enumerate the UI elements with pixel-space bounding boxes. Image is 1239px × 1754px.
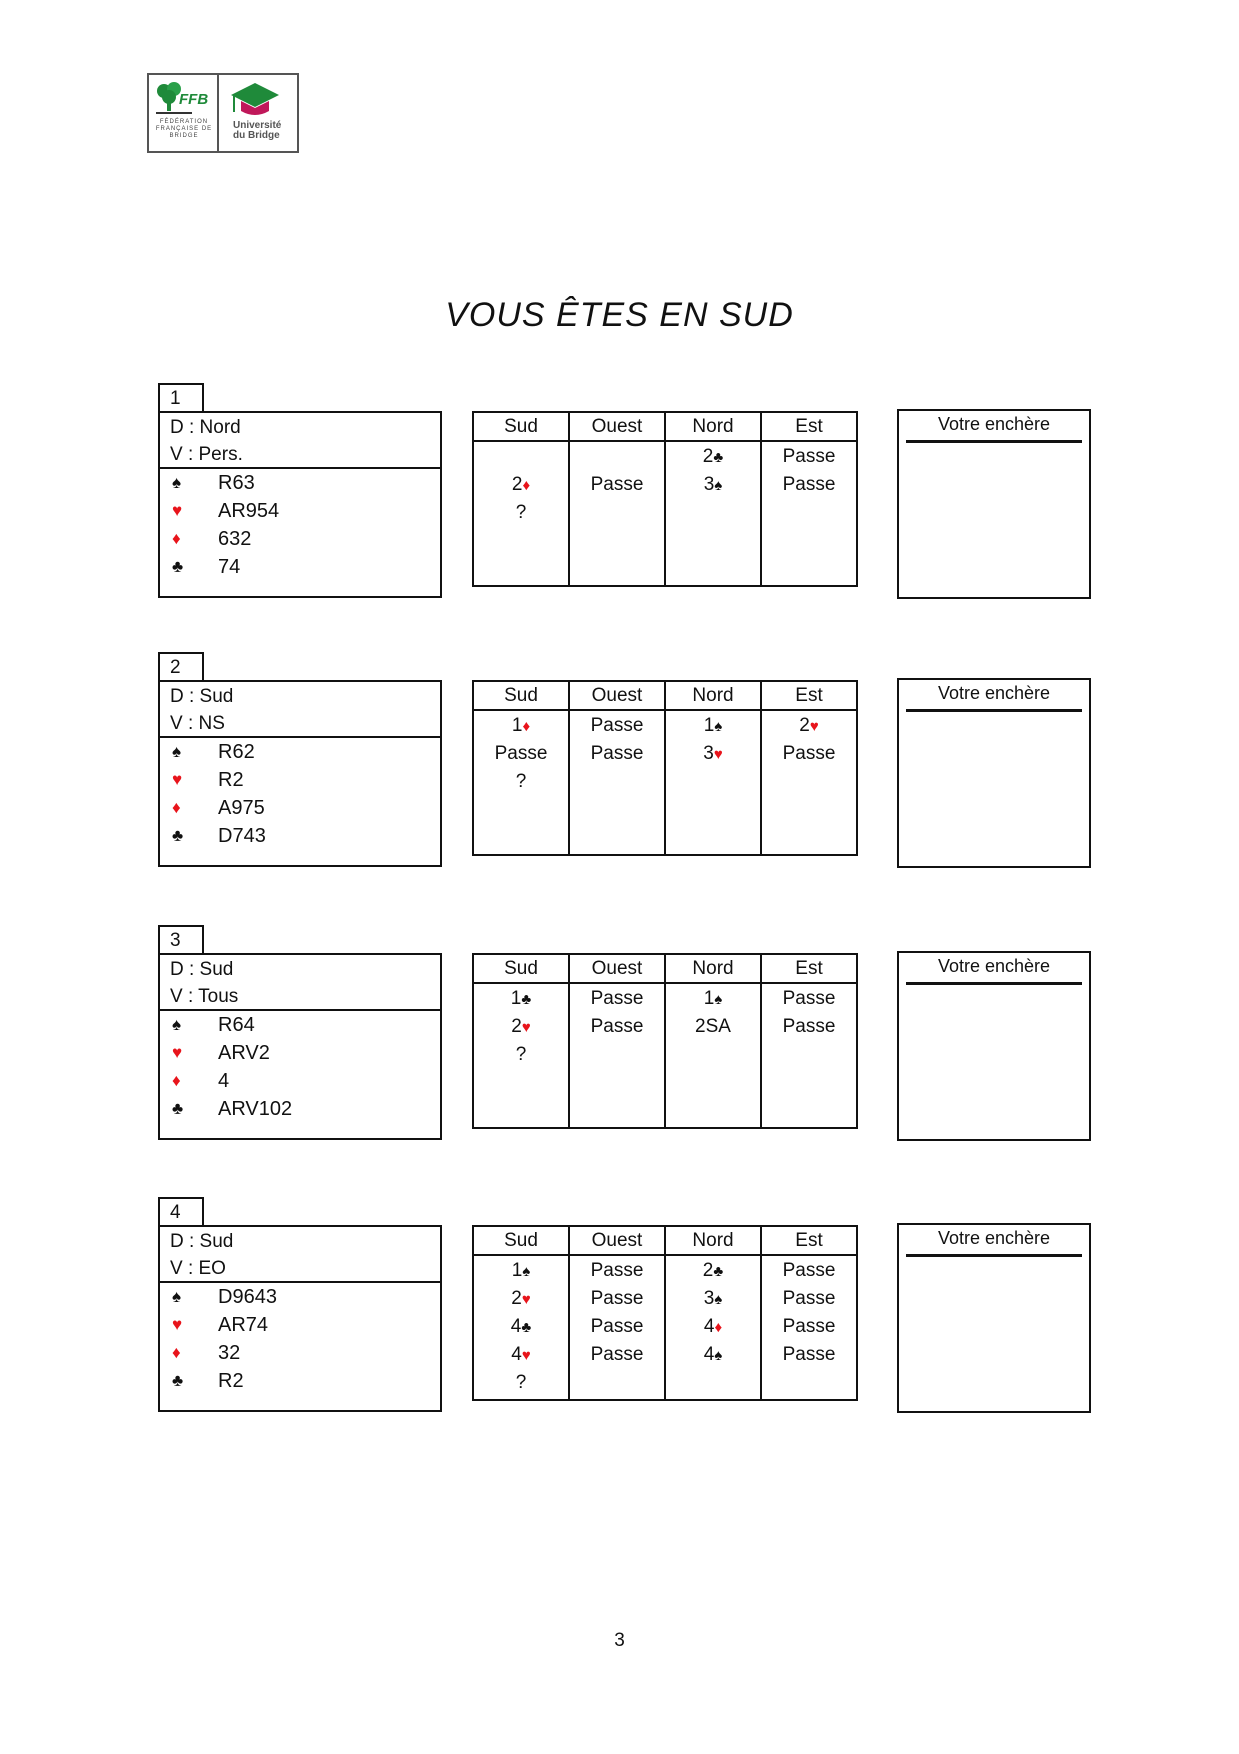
bidding-col-sud: [474, 413, 570, 585]
bid-cell: 2♦: [511, 474, 531, 495]
bid-cell: 4♦: [703, 1316, 723, 1337]
bid-cell: [474, 443, 568, 471]
bidding-header-nord: Nord: [666, 1227, 760, 1256]
bid-cell: 1♦: [511, 715, 531, 736]
votre-enchere-rule: [906, 982, 1082, 985]
bidding-header-est: Est: [762, 955, 856, 984]
deal-number: 3: [158, 925, 204, 953]
bid-cell: 1♠: [703, 715, 723, 736]
club-icon: ♣: [172, 557, 184, 576]
bid-cell: 3♥: [703, 743, 723, 764]
cards-clubs: D743: [218, 825, 266, 847]
bid-suit-icon: ♦: [714, 1319, 723, 1336]
bid-suit-icon: ♣: [713, 1263, 724, 1280]
heart-icon: ♥: [172, 1315, 183, 1334]
bidding-col-sud: [474, 1227, 570, 1399]
suit-row-diamonds: [160, 1067, 440, 1095]
bid-cell: ?: [515, 1372, 527, 1393]
cards-spades: D9643: [218, 1286, 277, 1308]
votre-enchere-box[interactable]: [897, 951, 1091, 1141]
spade-icon: ♠: [172, 1287, 182, 1306]
spade-icon: ♠: [172, 473, 182, 492]
bidding-col-nord: [666, 1227, 762, 1399]
club-icon: ♣: [172, 1371, 184, 1390]
suit-row-diamonds: [160, 1339, 440, 1367]
bid-cell: Passe: [782, 1260, 836, 1281]
vulnerability: V : NS: [170, 713, 225, 734]
votre-enchere-label: Votre enchère: [937, 414, 1051, 434]
page-number: 3: [614, 1630, 625, 1651]
hand-box: [158, 680, 442, 867]
bidding-header-sud: Sud: [474, 413, 568, 442]
vulnerability: V : Tous: [170, 986, 239, 1007]
bid-cell: Passe: [590, 1316, 644, 1337]
bid-cell: Passe: [590, 1288, 644, 1309]
bid-cell: 2♣: [702, 446, 724, 467]
bid-cell: Passe: [782, 1016, 836, 1037]
bidding-col-ouest: [570, 955, 666, 1127]
cards-diamonds: 4: [218, 1070, 230, 1092]
votre-enchere-label: Votre enchère: [937, 1228, 1051, 1248]
bidding-header-ouest: Ouest: [570, 1227, 664, 1256]
bid-cell: Passe: [590, 743, 644, 764]
suit-row-spades: [160, 1011, 440, 1039]
vulnerability: V : Pers.: [170, 444, 243, 465]
deal-info: [160, 1227, 440, 1283]
suit-row-hearts: [160, 1311, 440, 1339]
suit-row-clubs: [160, 553, 440, 581]
dealer: D : Sud: [170, 686, 234, 707]
cards-diamonds: 32: [218, 1342, 241, 1364]
bidding-col-nord: [666, 682, 762, 854]
bid-cell: 1♠: [703, 988, 723, 1009]
votre-enchere-label: Votre enchère: [937, 683, 1051, 703]
suit-row-clubs: [160, 822, 440, 850]
suit-row-diamonds: [160, 525, 440, 553]
bid-suit-icon: ♥: [713, 746, 723, 763]
hand-box: [158, 953, 442, 1140]
deal-number: 2: [158, 652, 204, 680]
heart-icon: ♥: [172, 770, 183, 789]
bidding-header-est: Est: [762, 682, 856, 711]
bid-suit-icon: ♥: [809, 718, 819, 735]
bid-cell: Passe: [590, 988, 644, 1009]
votre-enchere-box[interactable]: [897, 678, 1091, 868]
diamond-icon: ♦: [172, 1071, 181, 1090]
bidding-header-ouest: Ouest: [570, 955, 664, 984]
bid-suit-icon: ♠: [714, 477, 723, 494]
suit-row-spades: [160, 469, 440, 497]
diamond-icon: ♦: [172, 1343, 181, 1362]
bid-cell: Passe: [590, 474, 644, 495]
bidding-table: [472, 680, 858, 856]
bid-suit-icon: ♦: [522, 718, 531, 735]
spade-icon: ♠: [172, 1015, 182, 1034]
bid-cell: 4♥: [511, 1344, 531, 1365]
bidding-header-est: Est: [762, 1227, 856, 1256]
suit-row-hearts: [160, 1039, 440, 1067]
ffb-logo-block: [149, 75, 219, 151]
bid-cell: 2♣: [702, 1260, 724, 1281]
cards-clubs: R2: [218, 1370, 244, 1392]
bid-cell: Passe: [782, 1316, 836, 1337]
bidding-col-est: [762, 413, 856, 585]
deal-1: [158, 383, 1092, 603]
suit-row-hearts: [160, 766, 440, 794]
bid-cell: 2♥: [511, 1016, 531, 1037]
deal-number: 1: [158, 383, 204, 411]
deal-info: [160, 682, 440, 738]
universite-logo-block: [219, 75, 297, 151]
ffb-subtitle: FÉDÉRATION FRANÇAISE DE BRIDGE: [155, 119, 213, 139]
votre-enchere-label: Votre enchère: [937, 956, 1051, 976]
dealer: D : Sud: [170, 959, 234, 980]
suit-row-hearts: [160, 497, 440, 525]
bidding-col-nord: [666, 413, 762, 585]
bid-cell: Passe: [590, 1260, 644, 1281]
bid-cell: ?: [515, 1044, 527, 1065]
bidding-col-sud: [474, 955, 570, 1127]
bid-cell: 1♣: [510, 988, 532, 1009]
votre-enchere-box[interactable]: [897, 1223, 1091, 1413]
bid-cell: 2SA: [695, 1016, 731, 1037]
bidding-header-ouest: Ouest: [570, 682, 664, 711]
deal-4: [158, 1197, 1092, 1417]
cards-hearts: R2: [218, 769, 244, 791]
bid-cell: 1♠: [511, 1260, 531, 1281]
bidding-table: [472, 1225, 858, 1401]
bid-cell: ?: [515, 771, 527, 792]
bidding-col-ouest: [570, 413, 666, 585]
cards-clubs: ARV102: [218, 1098, 293, 1120]
deal-info: [160, 955, 440, 1011]
cards-spades: R63: [218, 472, 255, 494]
bid-cell: [570, 443, 664, 471]
cards-hearts: AR954: [218, 500, 280, 522]
bid-suit-icon: ♣: [713, 449, 724, 466]
heart-icon: ♥: [172, 501, 183, 520]
bid-suit-icon: ♠: [714, 1347, 723, 1364]
cards-spades: R62: [218, 741, 255, 763]
deal-3: [158, 925, 1092, 1145]
dealer: D : Sud: [170, 1231, 234, 1252]
universite-text: Université du Bridge: [233, 120, 282, 141]
bid-cell: Passe: [590, 715, 644, 736]
ffb-wordmark: FFB: [179, 91, 209, 108]
bidding-header-ouest: Ouest: [570, 413, 664, 442]
bid-suit-icon: ♣: [521, 1319, 532, 1336]
deal-2: [158, 652, 1092, 872]
bid-cell: ?: [515, 502, 527, 523]
bid-cell: Passe: [782, 988, 836, 1009]
bidding-col-sud: [474, 682, 570, 854]
bidding-table: [472, 411, 858, 587]
bid-suit-icon: ♥: [521, 1019, 531, 1036]
bidding-col-est: [762, 682, 856, 854]
bid-cell: 2♥: [511, 1288, 531, 1309]
bidding-header-sud: Sud: [474, 682, 568, 711]
bid-cell: Passe: [590, 1344, 644, 1365]
bid-suit-icon: ♥: [521, 1291, 531, 1308]
bid-cell: 4♠: [703, 1344, 723, 1365]
bid-cell: 4♣: [510, 1316, 532, 1337]
bidding-header-sud: Sud: [474, 1227, 568, 1256]
cards-clubs: 74: [218, 556, 241, 578]
bid-suit-icon: ♣: [521, 991, 532, 1008]
cards-hearts: AR74: [218, 1314, 269, 1336]
votre-enchere-rule: [906, 440, 1082, 443]
bid-cell: Passe: [782, 1344, 836, 1365]
bid-cell: Passe: [782, 474, 836, 495]
cards-diamonds: 632: [218, 528, 252, 550]
votre-enchere-rule: [906, 1254, 1082, 1257]
bidding-col-est: [762, 955, 856, 1127]
bidding-col-ouest: [570, 1227, 666, 1399]
ffb-logo: [147, 73, 299, 153]
bidding-header-est: Est: [762, 413, 856, 442]
bid-suit-icon: ♠: [522, 1263, 531, 1280]
graduation-cap-icon: [225, 79, 285, 121]
diamond-icon: ♦: [172, 529, 181, 548]
bid-cell: Passe: [782, 743, 836, 764]
deal-number: 4: [158, 1197, 204, 1225]
bidding-col-ouest: [570, 682, 666, 854]
heart-icon: ♥: [172, 1043, 183, 1062]
bid-cell: Passe: [590, 1016, 644, 1037]
club-icon: ♣: [172, 826, 184, 845]
votre-enchere-box[interactable]: [897, 409, 1091, 599]
cards-spades: R64: [218, 1014, 255, 1036]
bid-suit-icon: ♥: [521, 1347, 531, 1364]
dealer: D : Nord: [170, 417, 241, 438]
bid-cell: Passe: [782, 446, 836, 467]
cards-hearts: ARV2: [218, 1042, 270, 1064]
bidding-header-nord: Nord: [666, 955, 760, 984]
bid-suit-icon: ♠: [714, 991, 723, 1008]
bid-cell: 3♠: [703, 474, 723, 495]
bidding-header-nord: Nord: [666, 682, 760, 711]
bid-suit-icon: ♦: [522, 477, 531, 494]
suit-row-clubs: [160, 1095, 440, 1123]
bid-cell: Passe: [782, 1288, 836, 1309]
cards-diamonds: A975: [218, 797, 265, 819]
votre-enchere-rule: [906, 709, 1082, 712]
suit-row-diamonds: [160, 794, 440, 822]
bidding-table: [472, 953, 858, 1129]
bid-cell: Passe: [494, 743, 548, 764]
vulnerability: V : EO: [170, 1258, 226, 1279]
bidding-col-nord: [666, 955, 762, 1127]
suit-row-spades: [160, 1283, 440, 1311]
deal-info: [160, 413, 440, 469]
diamond-icon: ♦: [172, 798, 181, 817]
bid-suit-icon: ♠: [714, 1291, 723, 1308]
hand-box: [158, 411, 442, 598]
hand-box: [158, 1225, 442, 1412]
suit-row-clubs: [160, 1367, 440, 1395]
bidding-header-nord: Nord: [666, 413, 760, 442]
bid-cell: 3♠: [703, 1288, 723, 1309]
suit-row-spades: [160, 738, 440, 766]
club-icon: ♣: [172, 1099, 184, 1118]
bidding-col-est: [762, 1227, 856, 1399]
bidding-header-sud: Sud: [474, 955, 568, 984]
bid-suit-icon: ♠: [714, 718, 723, 735]
page-title: VOUS ÊTES EN SUD: [445, 296, 794, 334]
spade-icon: ♠: [172, 742, 182, 761]
bid-cell: 2♥: [799, 715, 819, 736]
